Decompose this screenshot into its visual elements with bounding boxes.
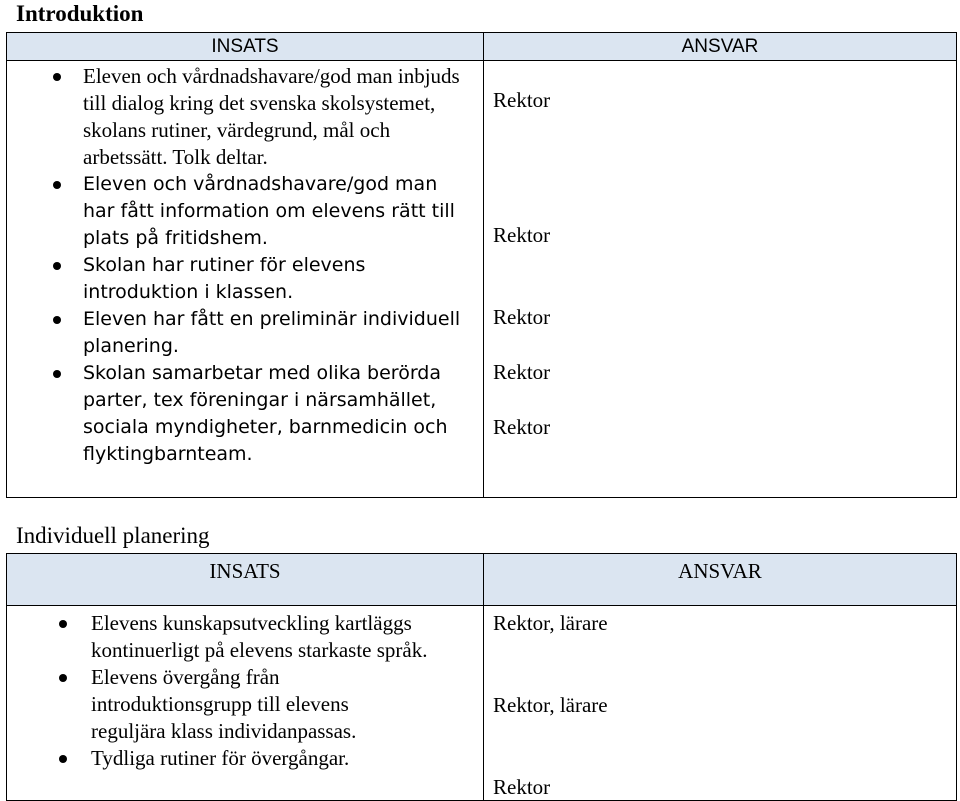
ansvar-cell bbox=[484, 61, 957, 498]
list-item: Elevens kunskapsutveckling kartläggs kontinuerligt på elevens starkaste språk. bbox=[7, 610, 483, 664]
ansvar-value: Rektor bbox=[493, 360, 551, 384]
list-item: Eleven och vårdnadshavare/god man inbjuds till dialog kring det svenska skolsystemet, skolans rutiner, värdegrund, mål och arbetssätt. Tolk deltar. bbox=[7, 63, 483, 171]
ansvar-value: Rektor, lärare bbox=[493, 611, 608, 635]
insats-list bbox=[7, 63, 483, 468]
insats-header: INSATS bbox=[7, 33, 484, 61]
list-item: Skolan samarbetar med olika berörda parter, tex föreningar i närsamhället, sociala myndigheter, barnmedicin och flyktingbarnteam. bbox=[7, 360, 483, 468]
table-header-row bbox=[7, 33, 957, 61]
insats-header: INSATS bbox=[7, 554, 484, 606]
section-title-introduktion: Introduktion bbox=[16, 1, 144, 26]
insats-cell bbox=[7, 606, 484, 801]
ansvar-value: Rektor bbox=[493, 88, 551, 112]
list-item: Eleven har fått en preliminär individuell planering. bbox=[7, 306, 483, 360]
introduktion-table bbox=[6, 32, 957, 498]
ansvar-header: ANSVAR bbox=[484, 554, 957, 606]
insats-cell bbox=[7, 61, 484, 498]
table-header-row bbox=[7, 554, 957, 606]
ansvar-cell bbox=[484, 606, 957, 801]
table-body-row bbox=[7, 606, 957, 801]
ansvar-value: Rektor bbox=[493, 305, 551, 329]
individuell-planering-table bbox=[6, 553, 957, 801]
ansvar-value: Rektor, lärare bbox=[493, 693, 608, 717]
ansvar-value: Rektor bbox=[493, 775, 551, 799]
list-item: Eleven och vårdnadshavare/god man har fått information om elevens rätt till plats på fritidshem. bbox=[7, 171, 483, 252]
section-title-individuell-planering: Individuell planering bbox=[16, 523, 210, 548]
ansvar-value: Rektor bbox=[493, 223, 551, 247]
ansvar-value: Rektor bbox=[493, 415, 551, 439]
list-item: Skolan har rutiner för elevens introduktion i klassen. bbox=[7, 252, 483, 306]
insats-list bbox=[7, 610, 483, 772]
list-item: Tydliga rutiner för övergångar. bbox=[7, 745, 483, 772]
table-body-row bbox=[7, 61, 957, 498]
ansvar-header: ANSVAR bbox=[484, 33, 957, 61]
list-item: Elevens övergång från introduktionsgrupp till elevens reguljära klass individanpassas. bbox=[7, 664, 483, 745]
